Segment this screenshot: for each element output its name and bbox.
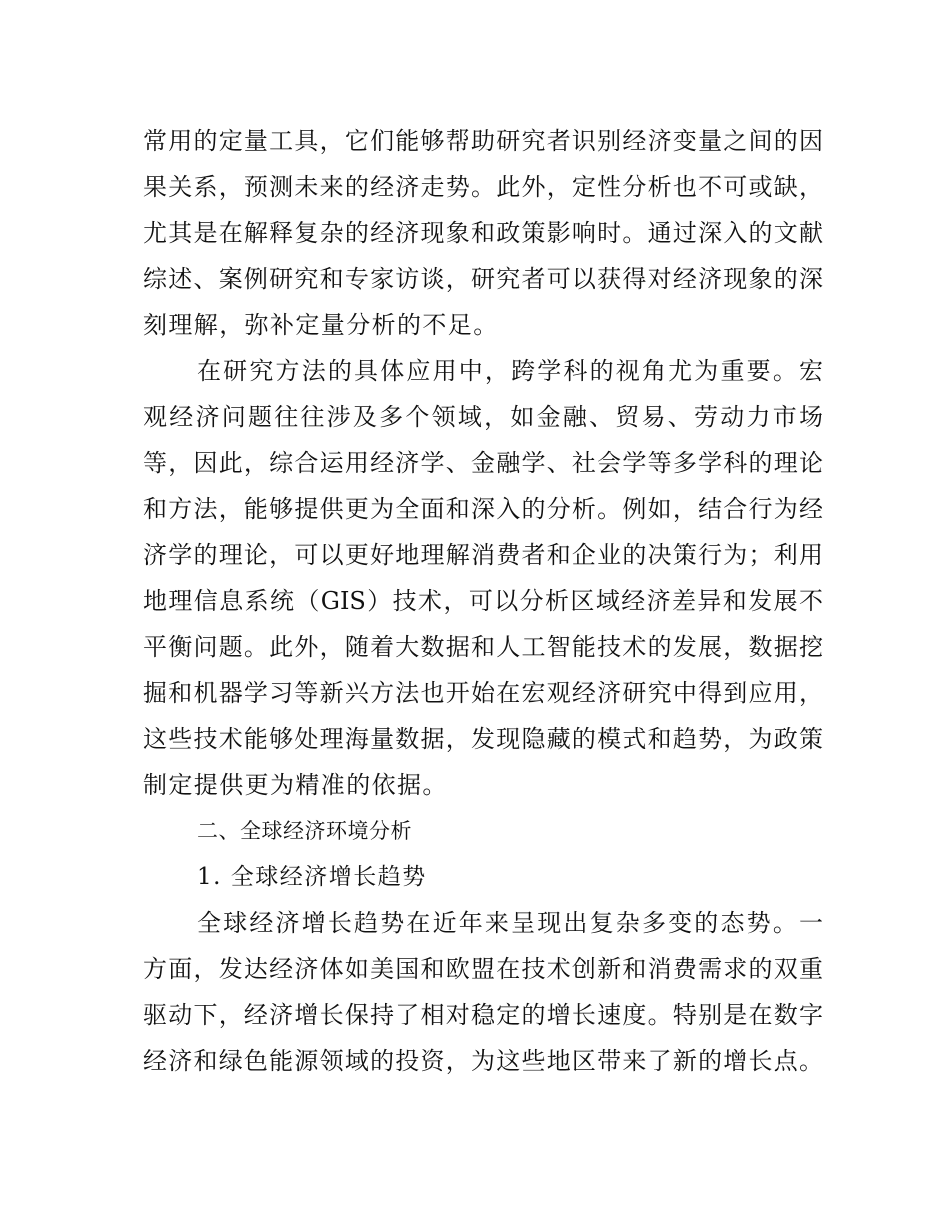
paragraph-line: 方面，发达经济体如美国和欧盟在技术创新和消费需求的双重 — [143, 955, 823, 983]
paragraph-line: 综述、案例研究和专家访谈，研究者可以获得对经济现象的深 — [143, 265, 823, 293]
paragraph-line: 和方法，能够提供更为全面和深入的分析。例如，结合行为经 — [143, 495, 823, 523]
paragraph-line: 掘和机器学习等新兴方法也开始在宏观经济研究中得到应用， — [143, 679, 823, 707]
section-heading: 二、全球经济环境分析 — [197, 819, 412, 843]
paragraph-line: 常用的定量工具，它们能够帮助研究者识别经济变量之间的因 — [143, 127, 823, 155]
paragraph-line: 这些技术能够处理海量数据，发现隐藏的模式和趋势，为政策 — [143, 725, 823, 753]
paragraph-line: 观经济问题往往涉及多个领域，如金融、贸易、劳动力市场 — [143, 403, 823, 431]
paragraph-line: 果关系，预测未来的经济走势。此外，定性分析也不可或缺， — [143, 173, 823, 201]
paragraph-line: 全球经济增长趋势在近年来呈现出复杂多变的态势。一 — [197, 909, 823, 937]
paragraph-line: 驱动下，经济增长保持了相对稳定的增长速度。特别是在数字 — [143, 1001, 823, 1029]
paragraph-line: 尤其是在解释复杂的经济现象和政策影响时。通过深入的文献 — [143, 219, 823, 247]
paragraph-line: 在研究方法的具体应用中，跨学科的视角尤为重要。宏 — [197, 357, 823, 385]
paragraph-line: 平衡问题。此外，随着大数据和人工智能技术的发展，数据挖 — [143, 633, 823, 661]
paragraph-line: 经济和绿色能源领域的投资，为这些地区带来了新的增长点。 — [143, 1047, 823, 1075]
paragraph-line: 刻理解，弥补定量分析的不足。 — [143, 311, 499, 339]
paragraph-line: 等，因此，综合运用经济学、金融学、社会学等多学科的理论 — [143, 449, 823, 477]
subsection-heading: 1. 全球经济增长趋势 — [197, 864, 427, 890]
paragraph-line: 制定提供更为精准的依据。 — [143, 771, 448, 799]
paragraph-line: 地理信息系统（GIS）技术，可以分析区域经济差异和发展不 — [143, 587, 823, 615]
paragraph-line: 济学的理论，可以更好地理解消费者和企业的决策行为；利用 — [143, 541, 823, 569]
